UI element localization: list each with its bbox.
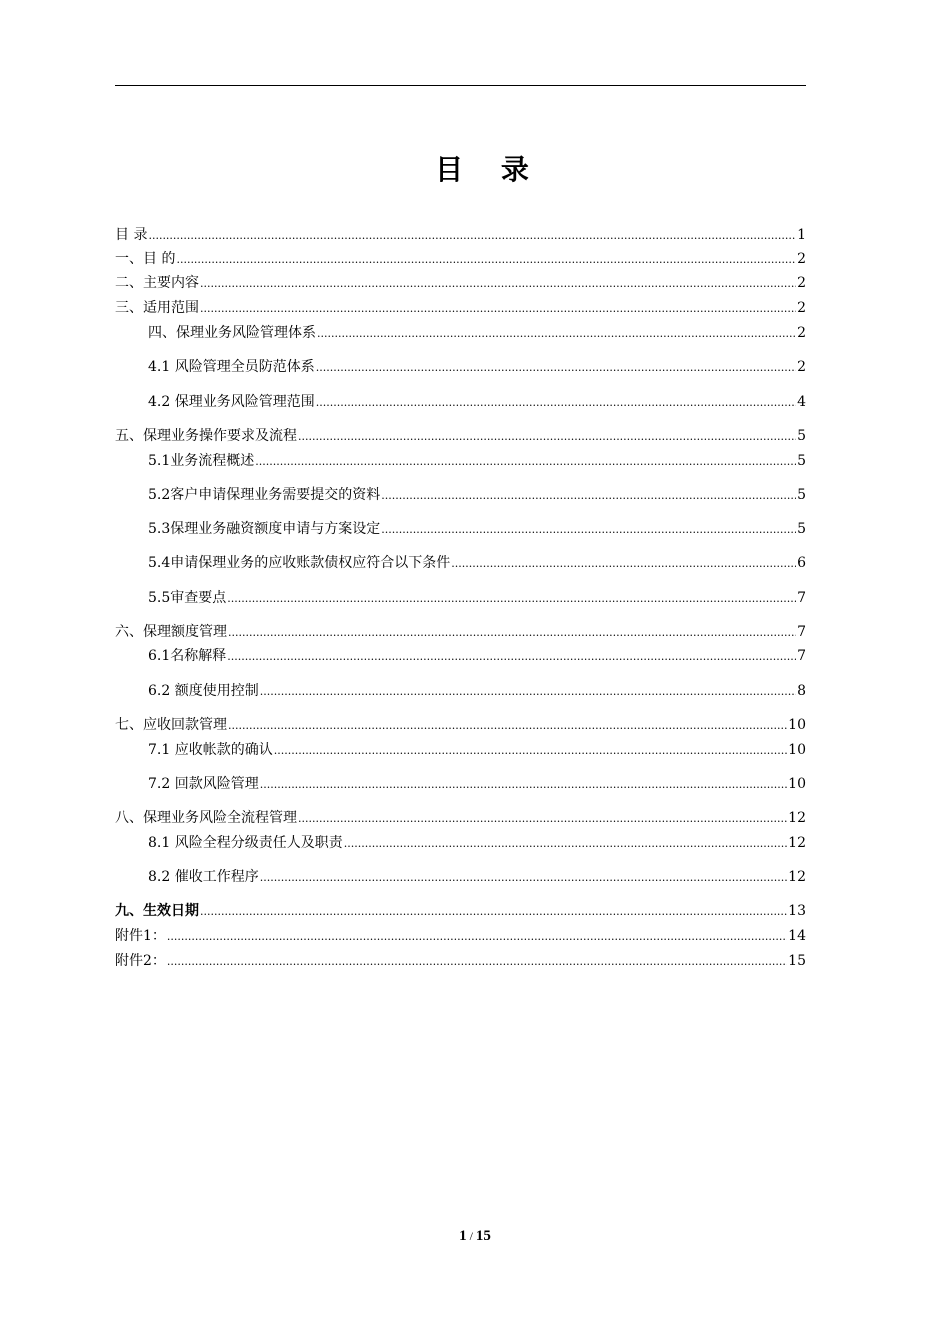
toc-entry-label: 附件2： — [115, 953, 166, 969]
page-title: 目 录 — [435, 153, 543, 186]
toc-entry-page: 13 — [788, 903, 806, 919]
toc-leader-dots — [316, 358, 796, 378]
toc-entry[interactable] — [115, 951, 806, 971]
toc-entry-label: 八、保理业务风险全流程管理 — [115, 810, 297, 826]
toc-leader-dots — [227, 647, 796, 667]
toc-entry[interactable] — [115, 225, 806, 245]
toc-entry-page: 5 — [797, 521, 806, 537]
toc-entry[interactable] — [115, 681, 806, 701]
toc-leader-dots — [228, 623, 796, 643]
toc-entry-page: 5 — [797, 487, 806, 503]
total-page-count: 15 — [475, 1228, 491, 1244]
toc-entry-page: 2 — [797, 251, 806, 267]
toc-entry-label: 二、主要内容 — [115, 275, 199, 291]
toc-entry-page: 7 — [797, 590, 806, 606]
toc-entry-label: 4.2 保理业务风险管理范围 — [148, 394, 315, 410]
toc-entry-label: 6.1名称解释 — [148, 648, 227, 664]
toc-leader-dots — [148, 226, 796, 246]
toc-entry[interactable] — [115, 451, 806, 471]
toc-entry-page: 7 — [797, 648, 806, 664]
toc-entry-label: 六、保理额度管理 — [115, 624, 227, 640]
toc-entry-page: 5 — [797, 428, 806, 444]
toc-entry-page: 2 — [797, 275, 806, 291]
toc-leader-dots — [200, 902, 787, 922]
toc-entry-page: 12 — [788, 835, 806, 851]
toc-leader-dots — [298, 427, 796, 447]
toc-entry-page: 15 — [788, 953, 806, 969]
toc-entry-label: 三、适用范围 — [115, 300, 199, 316]
toc-entry[interactable] — [115, 901, 806, 921]
toc-entry-page: 14 — [788, 928, 806, 944]
toc-entry[interactable] — [115, 740, 806, 760]
toc-entry[interactable] — [115, 392, 806, 412]
toc-leader-dots — [274, 741, 787, 761]
toc-entry-label: 一、目 的 — [115, 251, 176, 267]
toc-leader-dots — [344, 834, 787, 854]
toc-leader-dots — [451, 554, 796, 574]
toc-entry-label: 目 录 — [115, 227, 148, 243]
toc-entry[interactable] — [115, 485, 806, 505]
toc-entry-page: 2 — [797, 300, 806, 316]
toc-leader-dots — [167, 927, 787, 947]
toc-entry[interactable] — [115, 357, 806, 377]
toc-entry-label: 5.1业务流程概述 — [148, 453, 255, 469]
toc-leader-dots — [227, 589, 796, 609]
toc-entry-label: 5.5审查要点 — [148, 590, 227, 606]
toc-entry[interactable] — [115, 519, 806, 539]
toc-entry-page: 7 — [797, 624, 806, 640]
current-page-number: 1 — [459, 1228, 467, 1244]
toc-entry[interactable] — [115, 323, 806, 343]
toc-entry-page: 12 — [788, 869, 806, 885]
toc-leader-dots — [260, 868, 787, 888]
toc-entry-label: 8.1 风险全程分级责任人及职责 — [148, 835, 343, 851]
toc-entry-page: 5 — [797, 453, 806, 469]
toc-entry[interactable] — [115, 646, 806, 666]
toc-leader-dots — [316, 393, 796, 413]
toc-entry[interactable] — [115, 426, 806, 446]
toc-entry-label: 7.2 回款风险管理 — [148, 776, 259, 792]
toc-entry-page: 1 — [797, 227, 806, 243]
toc-entry-page: 10 — [788, 776, 806, 792]
toc-entry-page: 10 — [788, 717, 806, 733]
toc-entry-page: 2 — [797, 325, 806, 341]
toc-leader-dots — [200, 274, 796, 294]
toc-entry-label: 8.2 催收工作程序 — [148, 869, 259, 885]
toc-leader-dots — [260, 682, 796, 702]
toc-leader-dots — [167, 952, 787, 972]
toc-entry[interactable] — [115, 867, 806, 887]
toc-entry[interactable] — [115, 298, 806, 318]
toc-entry-label: 附件1： — [115, 928, 166, 944]
toc-entry[interactable] — [115, 808, 806, 828]
toc-entry-label: 6.2 额度使用控制 — [148, 683, 259, 699]
toc-entry[interactable] — [115, 774, 806, 794]
page-number-footer — [0, 1228, 950, 1245]
toc-entry-page: 12 — [788, 810, 806, 826]
toc-leader-dots — [381, 486, 796, 506]
header-rule — [115, 85, 806, 86]
toc-entry[interactable] — [115, 249, 806, 269]
toc-entry-label: 五、保理业务操作要求及流程 — [115, 428, 297, 444]
toc-entry-label: 九、生效日期 — [115, 903, 199, 919]
toc-entry[interactable] — [115, 833, 806, 853]
toc-entry-label: 七、应收回款管理 — [115, 717, 227, 733]
toc-entry[interactable] — [115, 588, 806, 608]
toc-entry-label: 四、保理业务风险管理体系 — [148, 325, 316, 341]
toc-entry-page: 10 — [788, 742, 806, 758]
toc-entry-page: 4 — [797, 394, 806, 410]
toc-entry[interactable] — [115, 715, 806, 735]
toc-leader-dots — [381, 520, 796, 540]
toc-leader-dots — [255, 452, 796, 472]
toc-leader-dots — [298, 809, 787, 829]
toc-leader-dots — [176, 250, 796, 270]
toc-entry-label: 4.1 风险管理全员防范体系 — [148, 359, 315, 375]
toc-entry-label: 5.3保理业务融资额度申请与方案设定 — [148, 521, 381, 537]
toc-leader-dots — [260, 775, 787, 795]
toc-entry[interactable] — [115, 273, 806, 293]
toc-leader-dots — [200, 299, 796, 319]
page-separator: / — [469, 1229, 473, 1243]
toc-entry-page: 2 — [797, 359, 806, 375]
toc-entry-label: 5.2客户申请保理业务需要提交的资料 — [148, 487, 381, 503]
toc-entry[interactable] — [115, 553, 806, 573]
toc-entry-page: 8 — [797, 683, 806, 699]
toc-entry-page: 6 — [797, 555, 806, 571]
toc-entry[interactable] — [115, 926, 806, 946]
toc-leader-dots — [317, 324, 796, 344]
toc-entry-label: 7.1 应收帐款的确认 — [148, 742, 273, 758]
toc-entry[interactable] — [115, 622, 806, 642]
toc-entry-label: 5.4申请保理业务的应收账款债权应符合以下条件 — [148, 555, 451, 571]
toc-leader-dots — [228, 716, 787, 736]
